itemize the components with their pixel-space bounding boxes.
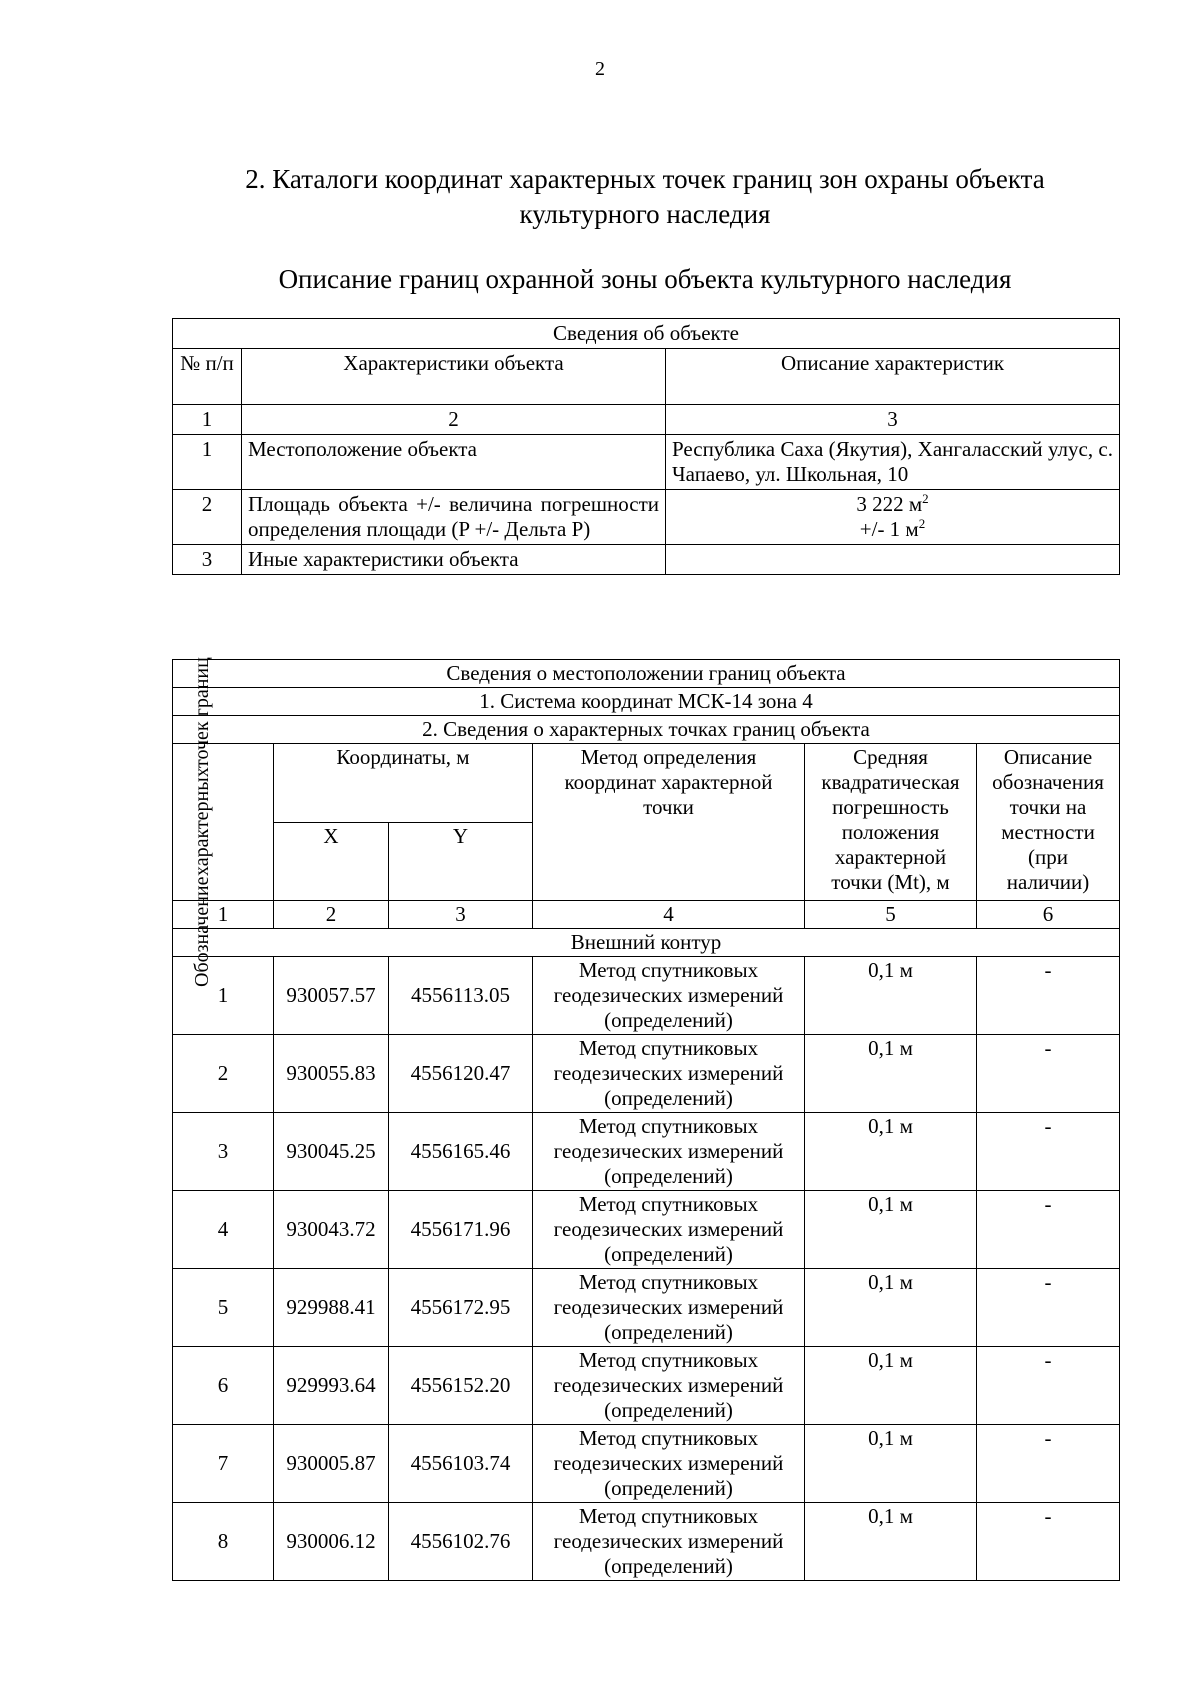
row-number: 3 [173, 545, 242, 575]
y-coordinate: 4556165.46 [389, 1113, 533, 1191]
column-number-row [173, 405, 1120, 435]
y-coordinate: 4556172.95 [389, 1269, 533, 1347]
table-row [173, 1425, 1120, 1503]
point-description-cell: - [977, 1113, 1120, 1191]
method-header: Метод определения координат характерной точки [533, 744, 805, 901]
error-header: Средняя квадратическая погрешность положения характерной точки (Mt), м [805, 744, 977, 901]
column-number: 5 [805, 901, 977, 929]
area-cell [666, 490, 1120, 545]
points-body [173, 957, 1120, 1581]
column-number: 1 [173, 901, 274, 929]
y-coordinate: 4556113.05 [389, 957, 533, 1035]
area-error: +/- 1 $м^2$ [859, 516, 926, 541]
point-number: 5 [173, 1269, 274, 1347]
table-row [173, 545, 1120, 575]
table-row [173, 1269, 1120, 1347]
method-cell: Метод спутниковых геодезических измерений (определений) [533, 1347, 805, 1425]
table-caption: Сведения об объекте [173, 319, 1120, 349]
point-description-cell: - [977, 1269, 1120, 1347]
point-description-cell: - [977, 957, 1120, 1035]
table-row [173, 435, 1120, 490]
method-cell: Метод спутниковых геодезических измерений (определений) [533, 957, 805, 1035]
y-coordinate: 4556102.76 [389, 1503, 533, 1581]
table-caption-row [173, 660, 1120, 688]
y-header: Y [389, 822, 533, 901]
point-number: 3 [173, 1113, 274, 1191]
boundary-points-table [172, 656, 1120, 1581]
coordinates-header: Координаты, м [274, 744, 533, 823]
table-header-row [173, 744, 1120, 823]
column-header: № п/п [173, 349, 242, 405]
point-description-cell: - [977, 1035, 1120, 1113]
document-title: 2. Каталоги координат характерных точек границ зон охраны объекта культурного наследия [245, 164, 1045, 229]
point-number: 4 [173, 1191, 274, 1269]
error-cell: 0,1 м [805, 1113, 977, 1191]
error-cell: 0,1 м [805, 1269, 977, 1347]
x-coordinate: 929993.64 [274, 1347, 389, 1425]
method-cell: Метод спутниковых геодезических измерений (определений) [533, 1113, 805, 1191]
table-row [173, 490, 1120, 545]
point-number: 6 [173, 1347, 274, 1425]
method-cell: Метод спутниковых геодезических измерений (определений) [533, 1191, 805, 1269]
column-number: 2 [242, 405, 666, 435]
x-coordinate: 930006.12 [274, 1503, 389, 1581]
point-description-cell: - [977, 1503, 1120, 1581]
y-coordinate: 4556171.96 [389, 1191, 533, 1269]
contour-row [173, 929, 1120, 957]
point-description-cell: - [977, 1425, 1120, 1503]
column-number: 1 [173, 405, 242, 435]
x-coordinate: 929988.41 [274, 1269, 389, 1347]
row-number: 2 [173, 490, 242, 545]
row-number: 1 [173, 435, 242, 490]
page-number: 2 [595, 58, 605, 80]
document-subtitle: Описание границ охранной зоны объекта культурного наследия [278, 264, 1012, 294]
column-number: 6 [977, 901, 1120, 929]
area-value: 3 222 $м^2$ [856, 491, 929, 516]
description-cell: Республика Саха (Якутия), Хангаласский улус, с. Чапаево, ул. Школьная, 10 [666, 435, 1120, 490]
error-cell: 0,1 м [805, 957, 977, 1035]
method-cell: Метод спутниковых геодезических измерений (определений) [533, 1035, 805, 1113]
point-description-cell: - [977, 1191, 1120, 1269]
column-header: Описание характеристик [666, 349, 1120, 405]
y-coordinate: 4556120.47 [389, 1035, 533, 1113]
table-row [173, 1191, 1120, 1269]
point-number: 2 [173, 1035, 274, 1113]
column-number: 2 [274, 901, 389, 929]
coordinate-system-row [173, 688, 1120, 716]
x-coordinate: 930005.87 [274, 1425, 389, 1503]
point-number: 7 [173, 1425, 274, 1503]
coordinate-system: 1. Система координат МСК-14 зона 4 [173, 688, 1120, 716]
table-header-row [173, 349, 1120, 405]
error-cell: 0,1 м [805, 1035, 977, 1113]
point-description-cell: - [977, 1347, 1120, 1425]
method-cell: Метод спутниковых геодезических измерений (определений) [533, 1503, 805, 1581]
table-row [173, 1503, 1120, 1581]
column-number: 3 [389, 901, 533, 929]
x-header: X [274, 822, 389, 901]
x-coordinate: 930045.25 [274, 1113, 389, 1191]
column-number-row [173, 901, 1120, 929]
error-cell: 0,1 м [805, 1503, 977, 1581]
table-row [173, 957, 1120, 1035]
method-cell: Метод спутниковых геодезических измерений (определений) [533, 1269, 805, 1347]
characteristic-cell: Местоположение объекта [242, 435, 666, 490]
characteristic-cell: Иные характеристики объекта [242, 545, 666, 575]
column-number: 3 [666, 405, 1120, 435]
table-row [173, 1347, 1120, 1425]
column-header: Характеристики объекта [242, 349, 666, 405]
method-cell: Метод спутниковых геодезических измерений (определений) [533, 1425, 805, 1503]
contour-label: Внешний контур [173, 929, 1120, 957]
object-info-table [172, 318, 1120, 575]
table-caption: Сведения о местоположении границ объекта [173, 660, 1120, 688]
section-row [173, 716, 1120, 744]
description-header: Описание обозначения точки на местности (при наличии) [977, 744, 1120, 901]
x-coordinate: 930055.83 [274, 1035, 389, 1113]
table-row [173, 1035, 1120, 1113]
error-cell: 0,1 м [805, 1425, 977, 1503]
x-coordinate: 930057.57 [274, 957, 389, 1035]
table-row [173, 1113, 1120, 1191]
x-coordinate: 930043.72 [274, 1191, 389, 1269]
point-number: 1 [173, 957, 274, 1035]
y-coordinate: 4556152.20 [389, 1347, 533, 1425]
table-caption-row [173, 319, 1120, 349]
section-title: 2. Сведения о характерных точках границ объекта [173, 716, 1120, 744]
error-cell: 0,1 м [805, 1347, 977, 1425]
description-cell [666, 545, 1120, 575]
point-number: 8 [173, 1503, 274, 1581]
error-cell: 0,1 м [805, 1191, 977, 1269]
point-designation-header: Обозначение характерных точек границ [173, 744, 274, 901]
characteristic-cell: Площадь объекта +/- величина погрешности определения площади (P +/- Дельта P) [242, 490, 666, 545]
y-coordinate: 4556103.74 [389, 1425, 533, 1503]
column-number: 4 [533, 901, 805, 929]
